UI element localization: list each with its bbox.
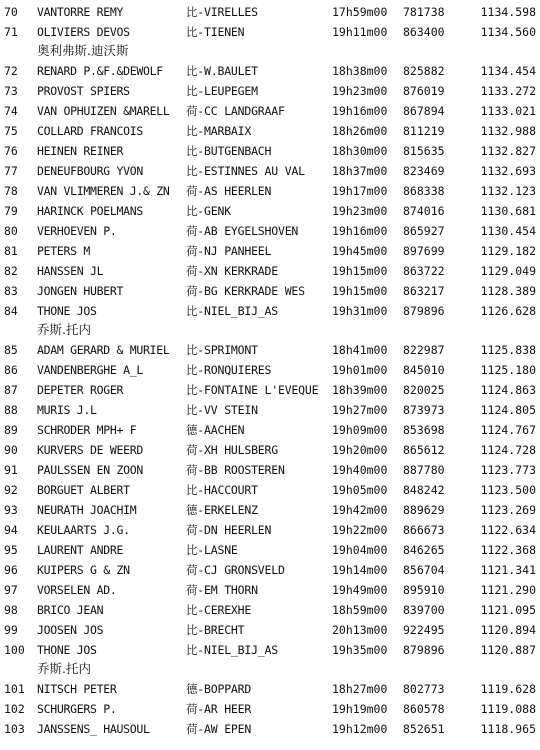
location-cell: 德-BOPPARD	[186, 682, 252, 696]
rank-cell: 87	[4, 383, 18, 397]
location-cell: 比-NIEL_BIJ_AS	[186, 643, 278, 657]
rank-cell: 81	[4, 244, 18, 258]
fancier-name: HARINCK POELMANS	[37, 204, 143, 218]
speed-cell: 1134.560	[480, 25, 536, 39]
location-cell: 比-BRECHT	[186, 623, 245, 637]
location-cell: 比-FONTAINE L'EVEQUE	[186, 383, 319, 397]
location-cell: 荷-AR HEER	[186, 702, 252, 716]
alias-row	[0, 321, 540, 340]
arrival-time: 19h23m00	[332, 84, 388, 98]
location-cell: 比-MARBAIX	[186, 124, 252, 138]
speed-cell: 1129.182	[480, 244, 536, 258]
table-row	[0, 181, 540, 201]
distance-cell: 897699	[403, 244, 445, 258]
distance-cell: 863217	[403, 284, 445, 298]
location-cell: 比-BUTGENBACH	[186, 144, 272, 158]
speed-cell: 1121.341	[480, 563, 536, 577]
distance-cell: 879896	[403, 304, 445, 318]
fancier-name: KUIPERS G & ZN	[37, 563, 130, 577]
table-row	[0, 261, 540, 281]
location-cell: 荷-XN KERKRADE	[186, 264, 278, 278]
distance-cell: 863722	[403, 264, 445, 278]
rank-cell: 85	[4, 343, 18, 357]
distance-cell: 815635	[403, 144, 445, 158]
table-row	[0, 520, 540, 540]
table-row	[0, 480, 540, 500]
rank-cell: 72	[4, 64, 18, 78]
rank-cell: 92	[4, 483, 18, 497]
arrival-time: 19h31m00	[332, 304, 388, 318]
fancier-name: ADAM GERARD & MURIEL	[37, 343, 170, 357]
fancier-name: BORGUET ALBERT	[37, 483, 130, 497]
arrival-time: 19h17m00	[332, 184, 388, 198]
table-row	[0, 360, 540, 380]
rank-cell: 96	[4, 563, 18, 577]
location-cell: 德-AACHEN	[186, 423, 245, 437]
speed-cell: 1124.767	[480, 423, 536, 437]
distance-cell: 822987	[403, 343, 445, 357]
fancier-name: HANSSEN JL	[37, 264, 104, 278]
speed-cell: 1134.454	[480, 64, 536, 78]
table-row	[0, 101, 540, 121]
rank-cell: 77	[4, 164, 18, 178]
arrival-time: 18h39m00	[332, 383, 388, 397]
location-cell: 比-ESTINNES AU VAL	[186, 164, 305, 178]
fancier-name: LAURENT ANDRE	[37, 543, 124, 557]
location-cell: 荷-CC LANDGRAAF	[186, 104, 285, 118]
arrival-time: 19h04m00	[332, 543, 388, 557]
speed-cell: 1124.728	[480, 443, 536, 457]
distance-cell: 867894	[403, 104, 445, 118]
location-cell: 比-VV STEIN	[186, 403, 258, 417]
distance-cell: 895910	[403, 583, 445, 597]
table-row	[0, 400, 540, 420]
arrival-time: 19h14m00	[332, 563, 388, 577]
location-cell: 比-GENK	[186, 204, 231, 218]
location-cell: 荷-DN HEERLEN	[186, 523, 272, 537]
rank-cell: 101	[4, 682, 25, 696]
location-cell: 比-SPRIMONT	[186, 343, 258, 357]
distance-cell: 876019	[403, 84, 445, 98]
distance-cell: 839700	[403, 603, 445, 617]
fancier-name: COLLARD FRANCOIS	[37, 124, 143, 138]
speed-cell: 1133.272	[480, 84, 536, 98]
location-cell: 比-LASNE	[186, 543, 238, 557]
fancier-name: VAN VLIMMEREN J.& ZN	[37, 184, 170, 198]
distance-cell: 873973	[403, 403, 445, 417]
fancier-name: NITSCH PETER	[37, 682, 117, 696]
arrival-time: 19h35m00	[332, 643, 388, 657]
rank-cell: 76	[4, 144, 18, 158]
rank-cell: 86	[4, 363, 18, 377]
fancier-name: JONGEN HUBERT	[37, 284, 124, 298]
fancier-alias: 乔斯.托内	[37, 661, 91, 676]
location-cell: 荷-XH HULSBERG	[186, 443, 278, 457]
distance-cell: 868338	[403, 184, 445, 198]
arrival-time: 19h49m00	[332, 583, 388, 597]
distance-cell: 865612	[403, 443, 445, 457]
rank-cell: 95	[4, 543, 18, 557]
distance-cell: 823469	[403, 164, 445, 178]
speed-cell: 1125.180	[480, 363, 536, 377]
arrival-time: 20h13m00	[332, 623, 388, 637]
fancier-name: VANDENBERGHE A_L	[37, 363, 143, 377]
location-cell: 荷-NJ PANHEEL	[186, 244, 272, 258]
speed-cell: 1133.021	[480, 104, 536, 118]
speed-cell: 1130.681	[480, 204, 536, 218]
fancier-name: THONE JOS	[37, 643, 97, 657]
table-row	[0, 2, 540, 22]
fancier-name: SCHURGERS P.	[37, 702, 117, 716]
table-row	[0, 420, 540, 440]
speed-cell: 1123.269	[480, 503, 536, 517]
fancier-name: JOOSEN JOS	[37, 623, 104, 637]
table-row	[0, 121, 540, 141]
location-cell: 荷-CJ GRONSVELD	[186, 563, 285, 577]
rank-cell: 97	[4, 583, 18, 597]
location-cell: 比-CEREXHE	[186, 603, 252, 617]
speed-cell: 1122.368	[480, 543, 536, 557]
table-row	[0, 241, 540, 261]
speed-cell: 1123.500	[480, 483, 536, 497]
distance-cell: 846265	[403, 543, 445, 557]
fancier-name: VERHOEVEN P.	[37, 224, 117, 238]
distance-cell: 866673	[403, 523, 445, 537]
alias-row	[0, 42, 540, 61]
speed-cell: 1129.049	[480, 264, 536, 278]
location-cell: 荷-AW EPEN	[186, 722, 252, 736]
speed-cell: 1120.887	[480, 643, 536, 657]
table-row	[0, 141, 540, 161]
arrival-time: 19h16m00	[332, 224, 388, 238]
fancier-name: MURIS J.L	[37, 403, 97, 417]
speed-cell: 1122.634	[480, 523, 536, 537]
rank-cell: 103	[4, 722, 25, 736]
arrival-time: 19h19m00	[332, 702, 388, 716]
table-row	[0, 440, 540, 460]
table-row	[0, 580, 540, 600]
speed-cell: 1130.454	[480, 224, 536, 238]
arrival-time: 19h15m00	[332, 284, 388, 298]
speed-cell: 1124.805	[480, 403, 536, 417]
speed-cell: 1123.773	[480, 463, 536, 477]
location-cell: 荷-BB ROOSTEREN	[186, 463, 285, 477]
speed-cell: 1121.095	[480, 603, 536, 617]
location-cell: 比-RONQUIERES	[186, 363, 272, 377]
location-cell: 荷-EM THORN	[186, 583, 258, 597]
fancier-name: DEPETER ROGER	[37, 383, 124, 397]
table-row	[0, 380, 540, 400]
arrival-time: 19h23m00	[332, 204, 388, 218]
location-cell: 比-HACCOURT	[186, 483, 258, 497]
distance-cell: 887780	[403, 463, 445, 477]
arrival-time: 18h41m00	[332, 343, 388, 357]
rank-cell: 80	[4, 224, 18, 238]
arrival-time: 19h42m00	[332, 503, 388, 517]
arrival-time: 19h40m00	[332, 463, 388, 477]
table-row	[0, 560, 540, 580]
arrival-time: 18h59m00	[332, 603, 388, 617]
distance-cell: 863400	[403, 25, 445, 39]
rank-cell: 79	[4, 204, 18, 218]
rank-cell: 83	[4, 284, 18, 298]
arrival-time: 18h27m00	[332, 682, 388, 696]
table-row	[0, 281, 540, 301]
distance-cell: 879896	[403, 643, 445, 657]
fancier-name: OLIVIERS DEVOS	[37, 25, 130, 39]
distance-cell: 811219	[403, 124, 445, 138]
arrival-time: 18h30m00	[332, 144, 388, 158]
location-cell: 比-NIEL_BIJ_AS	[186, 304, 278, 318]
rank-cell: 90	[4, 443, 18, 457]
fancier-name: RENARD P.&F.&DEWOLF	[37, 64, 163, 78]
fancier-name: DENEUFBOURG YVON	[37, 164, 143, 178]
rank-cell: 89	[4, 423, 18, 437]
speed-cell: 1132.693	[480, 164, 536, 178]
arrival-time: 17h59m00	[332, 5, 388, 19]
fancier-name: NEURATH JOACHIM	[37, 503, 137, 517]
location-cell: 德-ERKELENZ	[186, 503, 258, 517]
table-row	[0, 22, 540, 42]
fancier-alias: 乔斯.托内	[37, 322, 91, 337]
rank-cell: 84	[4, 304, 18, 318]
speed-cell: 1118.965	[480, 722, 536, 736]
table-row	[0, 161, 540, 181]
location-cell: 荷-AB EYGELSHOVEN	[186, 224, 299, 238]
arrival-time: 19h09m00	[332, 423, 388, 437]
rank-cell: 74	[4, 104, 18, 118]
arrival-time: 18h38m00	[332, 64, 388, 78]
arrival-time: 19h27m00	[332, 403, 388, 417]
rank-cell: 70	[4, 5, 18, 19]
rank-cell: 75	[4, 124, 18, 138]
location-cell: 比-VIRELLES	[186, 5, 258, 19]
distance-cell: 848242	[403, 483, 445, 497]
table-row	[0, 201, 540, 221]
speed-cell: 1132.123	[480, 184, 536, 198]
distance-cell: 825882	[403, 64, 445, 78]
rank-cell: 99	[4, 623, 18, 637]
arrival-time: 19h20m00	[332, 443, 388, 457]
table-row	[0, 221, 540, 241]
fancier-name: KEULAARTS J.G.	[37, 523, 130, 537]
distance-cell: 781738	[403, 5, 445, 19]
rank-cell: 82	[4, 264, 18, 278]
speed-cell: 1124.863	[480, 383, 536, 397]
distance-cell: 802773	[403, 682, 445, 696]
arrival-time: 19h11m00	[332, 25, 388, 39]
arrival-time: 19h45m00	[332, 244, 388, 258]
fancier-name: SCHRODER MPH+ F	[37, 423, 137, 437]
fancier-name: PETERS M	[37, 244, 90, 258]
table-row	[0, 81, 540, 101]
distance-cell: 922495	[403, 623, 445, 637]
fancier-name: PAULSSEN EN ZOON	[37, 463, 143, 477]
rank-cell: 98	[4, 603, 18, 617]
rank-cell: 94	[4, 523, 18, 537]
rank-cell: 73	[4, 84, 18, 98]
rank-cell: 78	[4, 184, 18, 198]
fancier-alias: 奥利弗斯.迪沃斯	[37, 43, 129, 58]
results-table	[0, 2, 540, 739]
table-row	[0, 719, 540, 739]
fancier-name: VORSELEN AD.	[37, 583, 117, 597]
speed-cell: 1119.088	[480, 702, 536, 716]
table-row	[0, 340, 540, 360]
distance-cell: 853698	[403, 423, 445, 437]
rank-cell: 88	[4, 403, 18, 417]
table-row	[0, 61, 540, 81]
speed-cell: 1126.628	[480, 304, 536, 318]
arrival-time: 19h05m00	[332, 483, 388, 497]
fancier-name: HEINEN REINER	[37, 144, 124, 158]
table-row	[0, 679, 540, 699]
speed-cell: 1119.628	[480, 682, 536, 696]
location-cell: 比-TIENEN	[186, 25, 245, 39]
arrival-time: 18h37m00	[332, 164, 388, 178]
distance-cell: 860578	[403, 702, 445, 716]
distance-cell: 856704	[403, 563, 445, 577]
table-row	[0, 540, 540, 560]
distance-cell: 820025	[403, 383, 445, 397]
fancier-name: PROVOST SPIERS	[37, 84, 130, 98]
speed-cell: 1120.894	[480, 623, 536, 637]
location-cell: 荷-BG KERKRADE WES	[186, 284, 305, 298]
alias-row	[0, 660, 540, 679]
fancier-name: VAN OPHUIZEN &MARELL	[37, 104, 170, 118]
fancier-name: THONE JOS	[37, 304, 97, 318]
arrival-time: 19h12m00	[332, 722, 388, 736]
arrival-time: 19h01m00	[332, 363, 388, 377]
fancier-name: VANTORRE REMY	[37, 5, 124, 19]
table-row	[0, 460, 540, 480]
speed-cell: 1134.598	[480, 5, 536, 19]
arrival-time: 19h15m00	[332, 264, 388, 278]
location-cell: 比-W.BAULET	[186, 64, 258, 78]
arrival-time: 19h16m00	[332, 104, 388, 118]
table-row	[0, 640, 540, 660]
fancier-name: BRICO JEAN	[37, 603, 104, 617]
speed-cell: 1125.838	[480, 343, 536, 357]
table-row	[0, 620, 540, 640]
table-row	[0, 500, 540, 520]
distance-cell: 845010	[403, 363, 445, 377]
fancier-name: JANSSENS_ HAUSOUL	[37, 722, 150, 736]
fancier-name: KURVERS DE WEERD	[37, 443, 143, 457]
rank-cell: 102	[4, 702, 25, 716]
distance-cell: 874016	[403, 204, 445, 218]
speed-cell: 1132.827	[480, 144, 536, 158]
table-row	[0, 301, 540, 321]
arrival-time: 19h22m00	[332, 523, 388, 537]
speed-cell: 1132.988	[480, 124, 536, 138]
rank-cell: 91	[4, 463, 18, 477]
distance-cell: 865927	[403, 224, 445, 238]
speed-cell: 1121.290	[480, 583, 536, 597]
location-cell: 荷-AS HEERLEN	[186, 184, 272, 198]
table-row	[0, 600, 540, 620]
arrival-time: 18h26m00	[332, 124, 388, 138]
distance-cell: 852651	[403, 722, 445, 736]
distance-cell: 889629	[403, 503, 445, 517]
rank-cell: 93	[4, 503, 18, 517]
location-cell: 比-LEUPEGEM	[186, 84, 258, 98]
rank-cell: 100	[4, 643, 25, 657]
speed-cell: 1128.389	[480, 284, 536, 298]
rank-cell: 71	[4, 25, 18, 39]
table-row	[0, 699, 540, 719]
